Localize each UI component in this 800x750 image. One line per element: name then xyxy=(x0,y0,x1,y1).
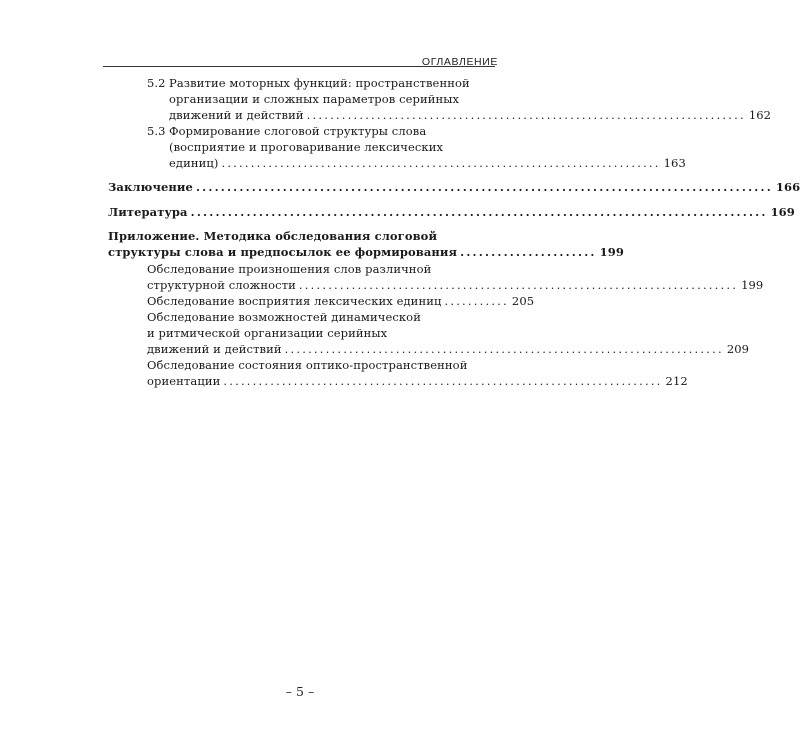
toc-entry-title-cont: и ритмической организации серийных xyxy=(147,326,388,340)
toc-entry-conclusion[interactable] xyxy=(108,180,800,195)
toc-page-number: 162 xyxy=(748,108,772,122)
toc-subentry-optical-last xyxy=(147,374,688,389)
toc-entry-title: Обследование восприятия лексических единиц xyxy=(147,294,442,308)
toc-entry-5-2-cont xyxy=(169,92,492,107)
toc-subentry-optical[interactable] xyxy=(147,358,492,373)
page-number: – 5 – xyxy=(285,684,315,699)
toc-page-number: 169 xyxy=(770,205,795,219)
leader-dots: ...................... xyxy=(460,245,597,259)
toc-entry-title-cont: (восприятие и проговаривание лексических xyxy=(169,140,444,154)
toc-page-number: 163 xyxy=(663,156,686,170)
leader-dots: ........... xyxy=(444,294,509,308)
toc-entry-5-2[interactable] xyxy=(147,76,492,91)
leader-dots: ........................................................................... xyxy=(223,374,663,388)
toc-page-number: 205 xyxy=(511,294,535,308)
toc-subentry-pronunciation[interactable] xyxy=(147,262,492,277)
toc-entry-title: Приложение. Методика обследования слоговой xyxy=(108,229,438,243)
toc-entry-title-cont: движений и действий xyxy=(169,108,304,122)
toc-subentry-dynamic-cont xyxy=(147,326,492,341)
toc-entry-title-cont: структуры слова и предпосылок ее формирования xyxy=(108,245,458,259)
leader-dots: ............................................................................................. xyxy=(195,180,773,194)
toc-entry-title-cont: ориентации xyxy=(147,374,221,388)
leader-dots: ........................................................................... xyxy=(298,278,739,292)
toc-entry-5-3-cont xyxy=(169,140,492,155)
toc-entry-title: Заключение xyxy=(108,180,193,194)
toc-entry-number: 5.2 xyxy=(147,76,166,90)
toc-entry-title: Обследование произношения слов различной xyxy=(147,262,432,276)
toc-page-number: 199 xyxy=(741,278,764,292)
toc-subentry-dynamic-last xyxy=(147,342,750,357)
toc-entry-appendix-last xyxy=(108,245,624,260)
toc-entry-5-2-last xyxy=(169,108,772,123)
toc-entry-5-3-last xyxy=(169,156,686,171)
toc-entry-title: Литература xyxy=(108,205,188,219)
toc-subentry-dynamic[interactable] xyxy=(147,310,492,325)
toc-entry-title: Развитие моторных функций: пространственной xyxy=(169,76,470,90)
toc-entry-title: Формирование слоговой структуры слова xyxy=(169,124,427,138)
toc-subentry-perception[interactable] xyxy=(147,294,535,309)
leader-dots: ........................................................................... xyxy=(306,108,746,122)
toc-entry-title-cont: единиц) xyxy=(169,156,219,170)
toc-entry-5-3[interactable] xyxy=(147,124,492,139)
toc-page-number: 199 xyxy=(599,245,624,259)
leader-dots: ............................................................................................. xyxy=(190,205,768,219)
toc-subentry-pronunciation-last xyxy=(147,278,764,293)
toc-entry-literature[interactable] xyxy=(108,205,795,220)
toc-entry-appendix[interactable] xyxy=(108,229,492,244)
running-header-title: ОГЛАВЛЕНИЕ xyxy=(421,56,498,68)
toc-page-number: 209 xyxy=(726,342,750,356)
toc-page-number: 166 xyxy=(775,180,800,194)
toc-entry-title-cont: движений и действий xyxy=(147,342,282,356)
leader-dots: ........................................................................... xyxy=(221,156,661,170)
toc-entry-title-cont: структурной сложности xyxy=(147,278,296,292)
toc-page-number: 212 xyxy=(665,374,688,388)
toc-entry-title: Обследование возможностей динамической xyxy=(147,310,421,324)
toc-entry-title-cont: организации и сложных параметров серийных xyxy=(169,92,460,106)
toc-entry-title: Обследование состояния оптико-пространственной xyxy=(147,358,468,372)
leader-dots: ........................................................................... xyxy=(284,342,724,356)
toc-entry-number: 5.3 xyxy=(147,124,166,138)
